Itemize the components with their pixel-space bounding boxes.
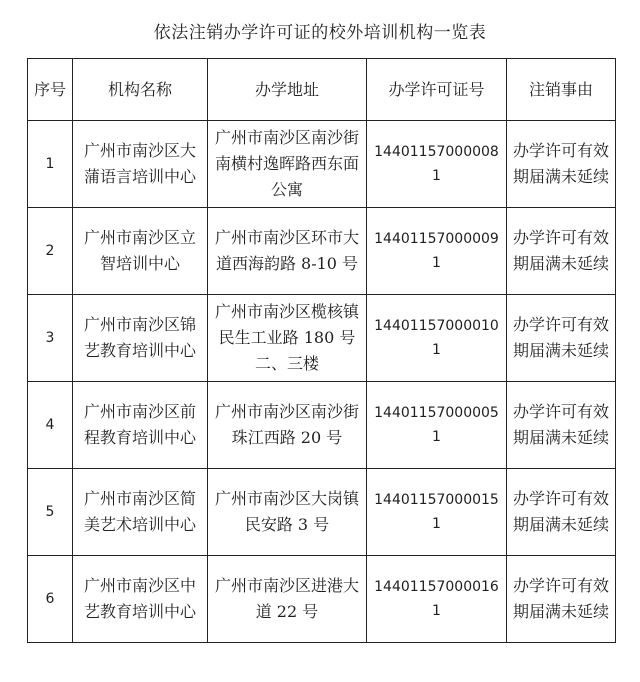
cell-license: 144011570000161 [367, 556, 507, 643]
cell-license: 144011570000081 [367, 121, 507, 208]
cell-reason: 办学许可有效期届满未延续 [507, 469, 616, 556]
cell-name: 广州市南沙区立智培训中心 [73, 208, 208, 295]
cell-serial: 2 [28, 208, 73, 295]
cell-serial: 3 [28, 295, 73, 382]
cell-reason: 办学许可有效期届满未延续 [507, 295, 616, 382]
document-title: 依法注销办学许可证的校外培训机构一览表 [153, 23, 487, 43]
cell-address: 广州市南沙区环市大道西海韵路 8-10 号 [208, 208, 367, 295]
cell-serial: 6 [28, 556, 73, 643]
cell-serial: 5 [28, 469, 73, 556]
cell-address: 广州市南沙区进港大道 22 号 [208, 556, 367, 643]
cell-license: 144011570000151 [367, 469, 507, 556]
cell-address: 广州市南沙区榄核镇民生工业路 180 号二、三楼 [208, 295, 367, 382]
cell-reason: 办学许可有效期届满未延续 [507, 121, 616, 208]
cell-license: 144011570000051 [367, 382, 507, 469]
cell-address: 广州市南沙区大岗镇民安路 3 号 [208, 469, 367, 556]
cell-serial: 1 [28, 121, 73, 208]
table-row [28, 121, 616, 208]
cell-license: 144011570000091 [367, 208, 507, 295]
header-name: 机构名称 [73, 59, 208, 121]
cell-address: 广州市南沙区南沙街珠江西路 20 号 [208, 382, 367, 469]
cell-reason: 办学许可有效期届满未延续 [507, 556, 616, 643]
table-row [28, 295, 616, 382]
cell-name: 广州市南沙区前程教育培训中心 [73, 382, 208, 469]
cell-license: 144011570000101 [367, 295, 507, 382]
header-serial: 序号 [28, 59, 73, 121]
header-reason: 注销事由 [507, 59, 616, 121]
cell-address: 广州市南沙区南沙街南横村逸晖路西东面公寓 [208, 121, 367, 208]
table-row [28, 208, 616, 295]
cell-reason: 办学许可有效期届满未延续 [507, 382, 616, 469]
cell-name: 广州市南沙区简美艺术培训中心 [73, 469, 208, 556]
institution-table [27, 58, 616, 643]
header-license: 办学许可证号 [367, 59, 507, 121]
table-row [28, 382, 616, 469]
cell-name: 广州市南沙区锦艺教育培训中心 [73, 295, 208, 382]
table-row [28, 469, 616, 556]
table-row [28, 556, 616, 643]
header-address: 办学地址 [208, 59, 367, 121]
cell-name: 广州市南沙区中艺教育培训中心 [73, 556, 208, 643]
table-header-row [28, 59, 616, 121]
cell-serial: 4 [28, 382, 73, 469]
cell-reason: 办学许可有效期届满未延续 [507, 208, 616, 295]
cell-name: 广州市南沙区大蒲语言培训中心 [73, 121, 208, 208]
